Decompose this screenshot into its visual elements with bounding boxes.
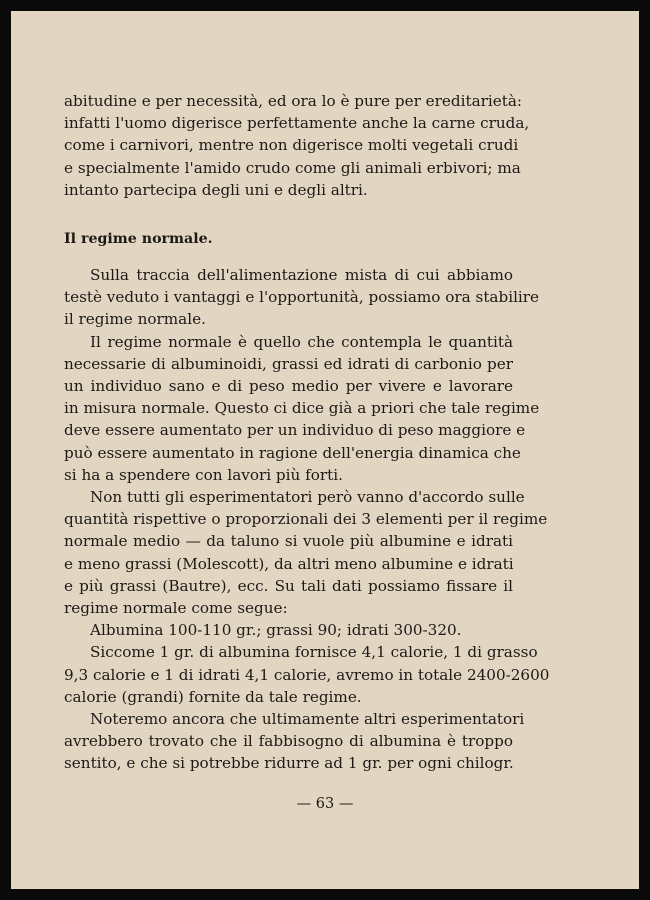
text-line: Albumina 100-110 gr.; grassi 90; idrati 300-320. [90,621,462,640]
text-line: e specialmente l'amido crudo come gli animali erbivori; ma [64,158,521,177]
text-line: avrebbero trovato che il fabbisogno di albumina è troppo [64,732,513,751]
text-line: e più grassi (Bautre), ecc. Su tali dati possiamo fissare il [64,576,513,595]
text-line: può essere aumentato in ragione dell'energia dinamica che [64,443,521,462]
intro-paragraph [64,90,530,201]
text-line: come i carnivori, mentre non digerisce molti vegetali crudi [64,136,519,155]
text-line: Non tutti gli esperimentatori però vanno d'accordo sulle [90,488,525,507]
text-line: Siccome 1 gr. di albumina fornisce 4,1 calorie, 1 di grasso [90,643,538,662]
text-line: sentito, e che si potrebbe ridurre ad 1 gr. per ogni chilogr. [64,754,514,773]
text-line: Il regime normale è quello che contempla le quantità [90,332,513,351]
text-line: Noteremo ancora che ultimamente altri esperimentatori [90,710,525,729]
book-page [11,11,639,889]
text-line: normale medio — da taluno si vuole più albumine e idrati [64,532,513,551]
text-line: e meno grassi (Molescott), da altri meno albumine e idrati [64,554,514,573]
text-line: infatti l'uomo digerisce perfettamente anche la carne cruda, [64,114,530,133]
text-line: testè veduto i vantaggi e l'opportunità, possiamo ora stabilire [64,288,540,307]
text-line: necessarie di albuminoidi, grassi ed idrati di carbonio per [64,354,513,373]
text-line: in misura normale. Questo ci dice già a priori che tale regime [64,399,540,418]
text-line: il regime normale. [64,310,206,329]
page-number: — 63 — [296,796,354,812]
text-line: quantità rispettive o proporzionali dei 3 elementi per il regime [64,510,548,529]
text-line: un individuo sano e di peso medio per vivere e lavorare [64,377,513,396]
section-heading: Il regime normale. [64,231,213,247]
text-line: Sulla traccia dell'alimentazione mista di cui abbiamo [90,266,513,284]
body-text [64,264,550,775]
text-line: deve essere aumentato per un individuo di peso maggiore e [64,421,526,440]
text-line: regime normale come segue: [64,599,288,618]
text-line: abitudine e per necessità, ed ora lo è pure per ereditarietà: [64,92,523,110]
text-line: intanto partecipa degli uni e degli altri. [64,180,368,199]
text-line: si ha a spendere con lavori più forti. [64,465,343,484]
text-line: 9,3 calorie e 1 di idrati 4,1 calorie, avremo in totale 2400-2600 [64,665,550,684]
text-line: calorie (grandi) fornite da tale regime. [64,687,362,706]
